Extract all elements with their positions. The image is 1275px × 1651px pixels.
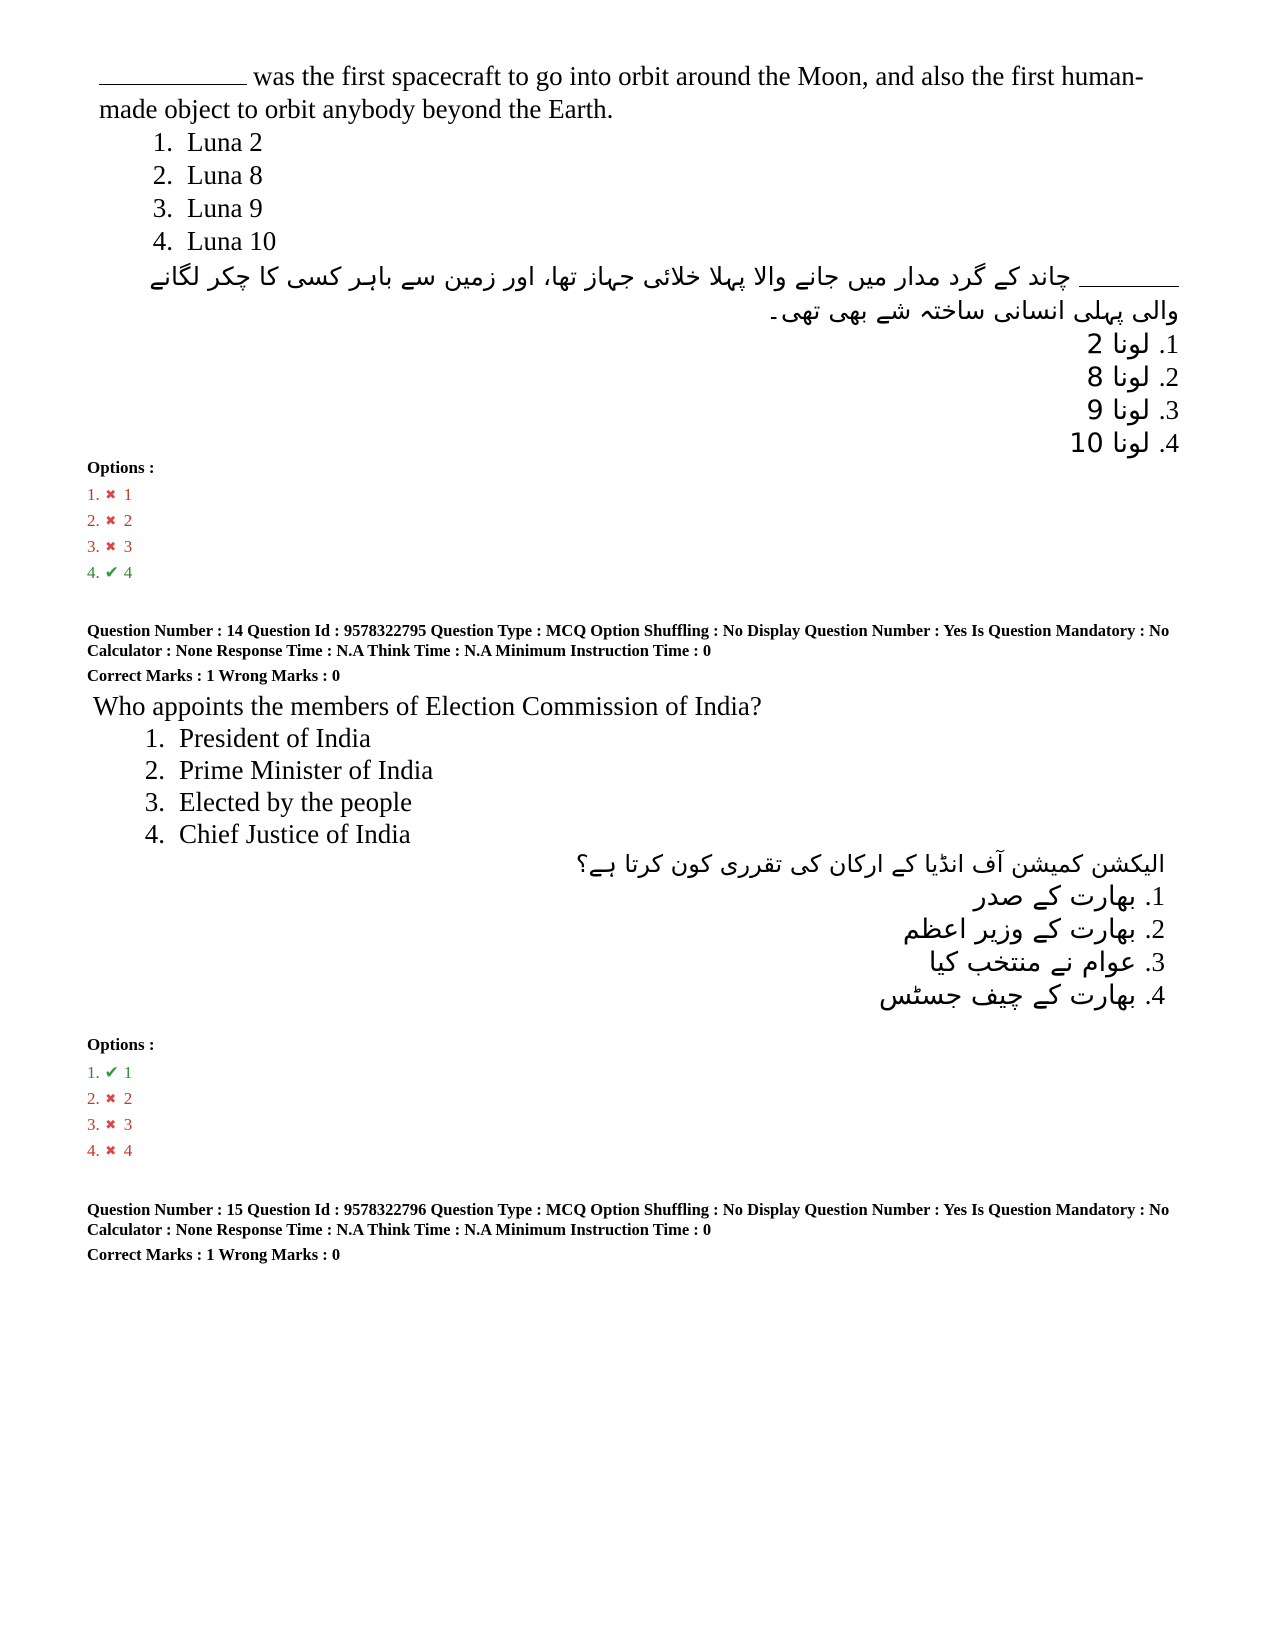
answer-blank [99, 60, 247, 85]
option-ur-4: 4. بھارت کے چیف جسٹس [878, 980, 1165, 1011]
question-14-urdu [465, 848, 1165, 1012]
question-14-english [93, 690, 1093, 850]
question-13-text-urdu: چاند کے گرد مدار میں جانے والا پہلا خلائی جہاز تھا، اور زمین سے باہر کسی کا چکر لگانے والی پہلی انسانی ساختہ شے بھی تھی۔ [149, 262, 1179, 325]
options-label: Options : [87, 458, 155, 477]
option-ur-1: 1. لونا 2 [1086, 329, 1179, 360]
question-13-text: was the first spacecraft to go into orbit around the Moon, and also the first human-made object to orbit anybody beyond the Earth. [99, 61, 1144, 124]
question-14-marks: Correct Marks : 1 Wrong Marks : 0 [87, 666, 341, 685]
cross-icon: ✖ [105, 1091, 117, 1106]
option-ur-3: 3. لونا 9 [1086, 395, 1179, 426]
options-label: Options : [87, 1035, 155, 1054]
option-ur-2: 2. لونا 8 [1086, 362, 1179, 393]
option-en-4: 4. Chief Justice of India [144, 819, 411, 849]
option-ur-2: 2. بھارت کے وزیر اعظم [902, 914, 1165, 945]
check-icon: ✔ [104, 563, 119, 582]
cross-icon: ✖ [105, 539, 117, 554]
answer-options-q14 [87, 1060, 132, 1164]
question-13-options-ur [139, 328, 1179, 460]
answer-option: 2. ✖ 2 [87, 508, 132, 534]
option-en-1: 1. President of India [144, 723, 371, 753]
answer-option: 2. ✖ 2 [87, 1086, 132, 1112]
option-en-3: 3. Elected by the people [144, 787, 413, 817]
option-en-3: 3. Luna 9 [152, 193, 263, 223]
answer-option: 1. ✖ 1 [87, 482, 132, 508]
cross-icon: ✖ [105, 1117, 117, 1132]
option-en-2: 2. Prime Minister of India [144, 755, 434, 785]
cross-icon: ✖ [105, 487, 117, 502]
question-13-options-en [143, 126, 1179, 258]
answer-option: 4. ✔ 4 [87, 560, 132, 586]
check-icon: ✔ [104, 1063, 119, 1082]
question-15-marks: Correct Marks : 1 Wrong Marks : 0 [87, 1245, 341, 1264]
question-13-english [99, 60, 1179, 258]
answer-option: 3. ✖ 3 [87, 1112, 132, 1138]
option-en-1: 1. Luna 2 [152, 127, 263, 157]
answer-blank-urdu [1079, 260, 1179, 287]
answer-option: 4. ✖ 4 [87, 1138, 132, 1164]
question-13-urdu [139, 260, 1179, 460]
answer-option: 1. ✔ 1 [87, 1060, 132, 1086]
option-ur-3: 3. عوام نے منتخب کیا [928, 947, 1165, 978]
question-14-options-ur [465, 880, 1165, 1012]
question-14-text-urdu: الیکشن کمیشن آف انڈیا کے ارکان کی تقرری کون کرتا ہے؟ [575, 850, 1165, 878]
question-14-options-en [135, 722, 1093, 850]
option-ur-1: 1. بھارت کے صدر [973, 881, 1165, 912]
question-14-meta: Question Number : 14 Question Id : 9578322795 Question Type : MCQ Option Shuffling : No Display Question Number : Yes Is Question Mandatory : No Calculator : None Response Time : N.A Think Time : N.A Minimum Instruction Time : 0 [87, 621, 1170, 660]
option-en-2: 2. Luna 8 [152, 160, 263, 190]
option-ur-4: 4. لونا 10 [1069, 428, 1179, 459]
answer-options-q13 [87, 482, 132, 586]
question-14-text: Who appoints the members of Election Commission of India? [93, 691, 762, 721]
cross-icon: ✖ [105, 513, 117, 528]
cross-icon: ✖ [105, 1143, 117, 1158]
option-en-4: 4. Luna 10 [152, 226, 277, 256]
answer-option: 3. ✖ 3 [87, 534, 132, 560]
question-15-meta: Question Number : 15 Question Id : 9578322796 Question Type : MCQ Option Shuffling : No Display Question Number : Yes Is Question Mandatory : No Calculator : None Response Time : N.A Think Time : N.A Minimum Instruction Time : 0 [87, 1200, 1170, 1239]
